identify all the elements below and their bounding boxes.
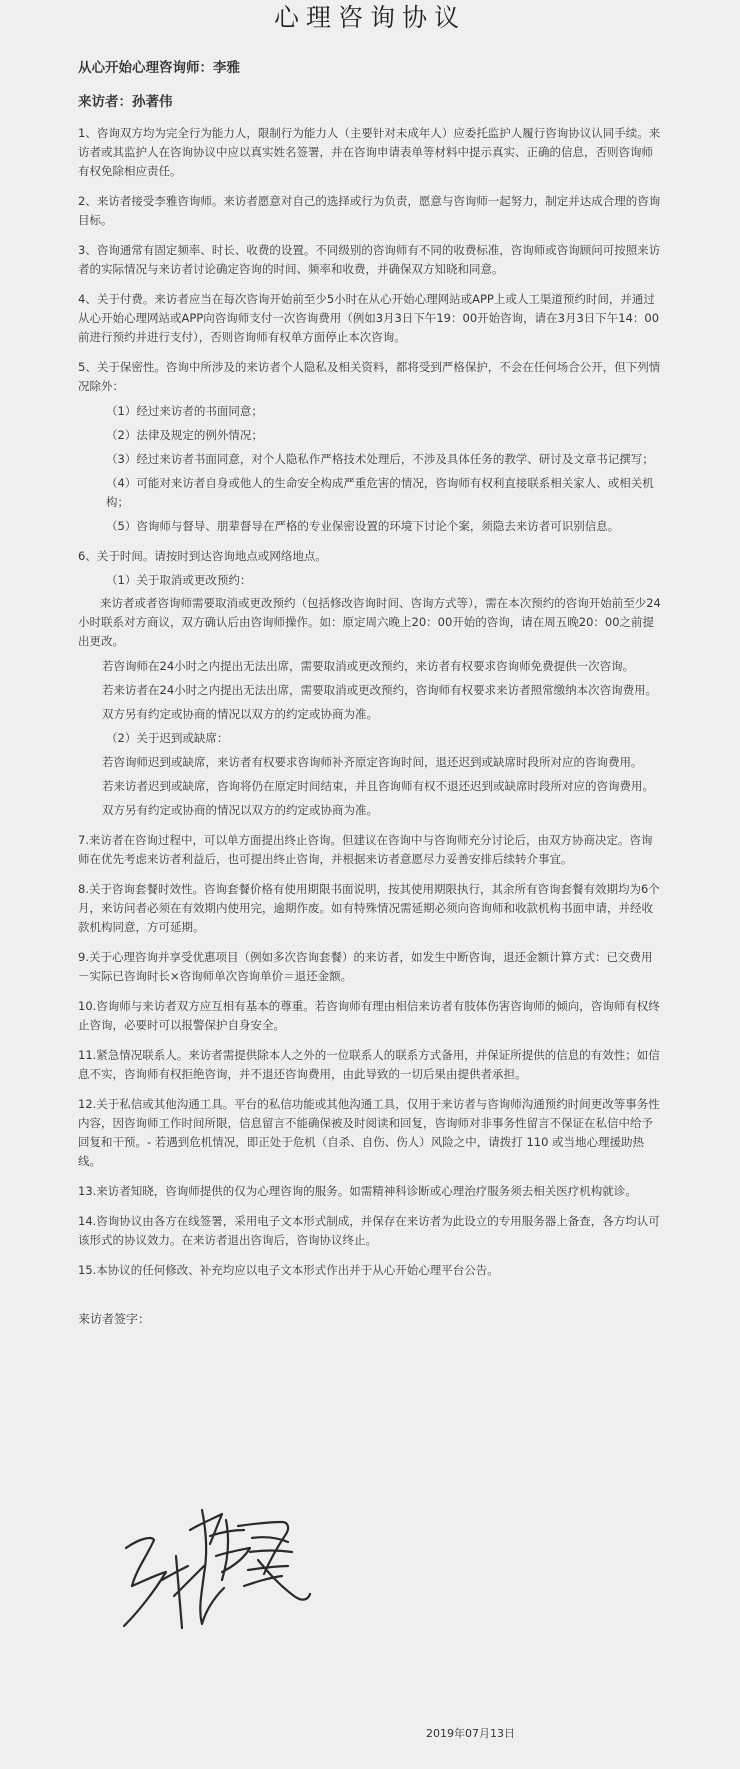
clause-5	[78, 358, 662, 536]
signature-date: 2019年07月13日	[426, 1727, 515, 1740]
exception-item: （2）法律及规定的例外情况；	[106, 428, 263, 442]
clause-text: 9.关于心理咨询并享受优惠项目（例如多次咨询套餐）的来访者，如发生中断咨询，退还金额计算方式：已交费用－实际已咨询时长×咨询师单次咨询单价＝退还金额。	[78, 950, 653, 983]
rule-line: 双方另有约定或协商的情况以双方的约定或协商为准。	[102, 803, 378, 817]
clause-7	[78, 831, 662, 869]
clause-text: 12.关于私信或其他沟通工具。平台的私信功能或其他沟通工具，仅用于来访者与咨询师沟通预约时间更改等事务性内容，因咨询师工作时间所限，信息留言不能确保被及时阅读和回复，咨询师对非事务性留言不保证在私信中给予回复和干预。- 若遇到危机情况，即正处于危机（自杀、自伤、伤人）风险之中，请拨打 110 或当地心理援助热线。	[78, 1097, 660, 1168]
rule-line: 若来访者迟到或缺席，咨询将仍在原定时间结束，并且咨询师有权不退还迟到或缺席时段所对应的咨询费用。	[102, 779, 654, 793]
clause-1	[78, 124, 662, 181]
counselor-name: 从心开始心理咨询师：李雅	[78, 60, 240, 76]
clause-text: 15.本协议的任何修改、补充均应以电子文本形式作出并于从心开始心理平台公告。	[78, 1263, 499, 1277]
clause-10	[78, 997, 662, 1035]
clause-text: 14.咨询协议由各方在线签署，采用电子文本形式制成，并保存在来访者为此设立的专用服务器上备查，各方均认可该形式的协议效力。在来访者退出咨询后，咨询协议终止。	[78, 1214, 660, 1247]
clause-text: 1、咨询双方均为完全行为能力人，限制行为能力人（主要针对未成年人）应委托监护人履行咨询协议认同手续。来访者或其监护人在咨询协议中应以真实姓名签署，并在咨询申请表单等材料中提示真实、正确的信息，否则咨询师有权免除相应责任。	[78, 126, 661, 178]
clause-list	[78, 124, 662, 1280]
subsection-title: （2）关于迟到或缺席：	[106, 731, 229, 745]
exception-item: （1）经过来访者的书面同意；	[106, 404, 263, 418]
clause-text: 11.紧急情况联系人。来访者需提供除本人之外的一位联系人的联系方式备用，并保证所提供的信息的有效性；如信息不实，咨询师有权拒绝咨询，并不退还咨询费用，由此导致的一切后果由提供者承担。	[78, 1048, 660, 1081]
rule-line: 若咨询师迟到或缺席，来访者有权要求咨询师补齐原定咨询时间，退还迟到或缺席时段所对应的咨询费用。	[102, 755, 643, 769]
clause-2	[78, 192, 662, 230]
clause-15	[78, 1261, 662, 1280]
clause-8	[78, 880, 662, 937]
clause-text: 7.来访者在咨询过程中，可以单方面提出终止咨询。但建议在咨询中与咨询师充分讨论后，由双方协商决定。咨询师在优先考虑来访者利益后，也可提出终止咨询，并根据来访者意愿尽力妥善安排后续转介事宜。	[78, 833, 653, 866]
clause-14	[78, 1212, 662, 1250]
clause-12	[78, 1095, 662, 1171]
signature-label: 来访者签字：	[78, 1312, 151, 1326]
clause-text: 13.来访者知晓，咨询师提供的仅为心理咨询的服务。如需精神科诊断或心理治疗服务须去相关医疗机构就诊。	[78, 1184, 637, 1198]
subsection-lines	[78, 657, 662, 724]
clause-6	[78, 547, 662, 820]
clause-text: 10.咨询师与来访者双方应互相有基本的尊重。若咨询师有理由相信来访者有肢体伤害咨询师的倾向，咨询师有权终止咨询，必要时可以报警保护自身安全。	[78, 999, 660, 1032]
subsection-paragraph: 来访者或者咨询师需要取消或更改预约（包括修改咨询时间、咨询方式等），需在本次预约的咨询开始前至少24小时联系对方商议，双方确认后由咨询师操作。如：原定周六晚上20：00开始的咨询，请在周五晚20：00之前提出更改。	[78, 596, 661, 648]
handwritten-signature	[118, 1500, 318, 1635]
rule-line: 双方另有约定或协商的情况以双方的约定或协商为准。	[102, 707, 378, 721]
clause-text: 3、咨询通常有固定频率、时长、收费的设置。不同级别的咨询师有不同的收费标准，咨询师或咨询顾问可按照来访者的实际情况与来访者讨论确定咨询的时间、频率和收费，并确保双方知晓和同意。	[78, 243, 661, 276]
clause-text: 4、关于付费。来访者应当在每次咨询开始前至少5小时在从心开始心理网站或APP上或人工渠道预约时间，并通过从心开始心理网站或APP向咨询师支付一次咨询费用（例如3月3日下午19：00开始咨询，请在3月3日下午14：00前进行预约并进行支付），否则咨询师有权单方面停止本次咨询。	[78, 292, 660, 344]
clause-text: 8.关于咨询套餐时效性。咨询套餐价格有使用期限书面说明，按其使用期限执行，其余所有咨询套餐有效期均为6个月，来访问者必须在有效期内使用完，逾期作废。如有特殊情况需延期必须向咨询师和收款机构书面申请，并经收款机构同意，方可延期。	[78, 882, 660, 934]
confidentiality-exceptions	[78, 402, 662, 536]
clause-3	[78, 241, 662, 279]
clause-11	[78, 1046, 662, 1084]
subsection-title: （1）关于取消或更改预约：	[106, 573, 252, 587]
client-name: 来访者：孙著伟	[78, 94, 173, 110]
subsection-lines	[78, 753, 662, 820]
clause-text: 5、关于保密性。咨询中所涉及的来访者个人隐私及相关资料，都将受到严格保护，不会在任何场合公开，但下列情况除外：	[78, 360, 661, 393]
clause-text: 2、来访者接受李雅咨询师。来访者愿意对自己的选择或行为负责，愿意与咨询师一起努力，制定并达成合理的咨询目标。	[78, 194, 661, 227]
document-title: 心理咨询协议	[273, 3, 466, 32]
exception-item: （5）咨询师与督导、朋辈督导在严格的专业保密设置的环境下讨论个案，须隐去来访者可识别信息。	[106, 519, 620, 533]
rule-line: 若来访者在24小时之内提出无法出席，需要取消或更改预约，咨询师有权要求来访者照常缴纳本次咨询费用。	[102, 683, 658, 697]
clause-4	[78, 290, 662, 347]
exception-item: （3）经过来访者书面同意，对个人隐私作严格技术处理后，不涉及具体任务的教学、研讨及文章书记撰写；	[106, 452, 654, 466]
clause-9	[78, 948, 662, 986]
clause-13	[78, 1182, 662, 1201]
clause-text: 6、关于时间。请按时到达咨询地点或网络地点。	[78, 549, 327, 563]
rule-line: 若咨询师在24小时之内提出无法出席，需要取消或更改预约，来访者有权要求咨询师免费提供一次咨询。	[102, 659, 635, 673]
exception-item: （4）可能对来访者自身或他人的生命安全构成严重危害的情况，咨询师有权利直接联系相关家人、或相关机构；	[106, 476, 654, 509]
